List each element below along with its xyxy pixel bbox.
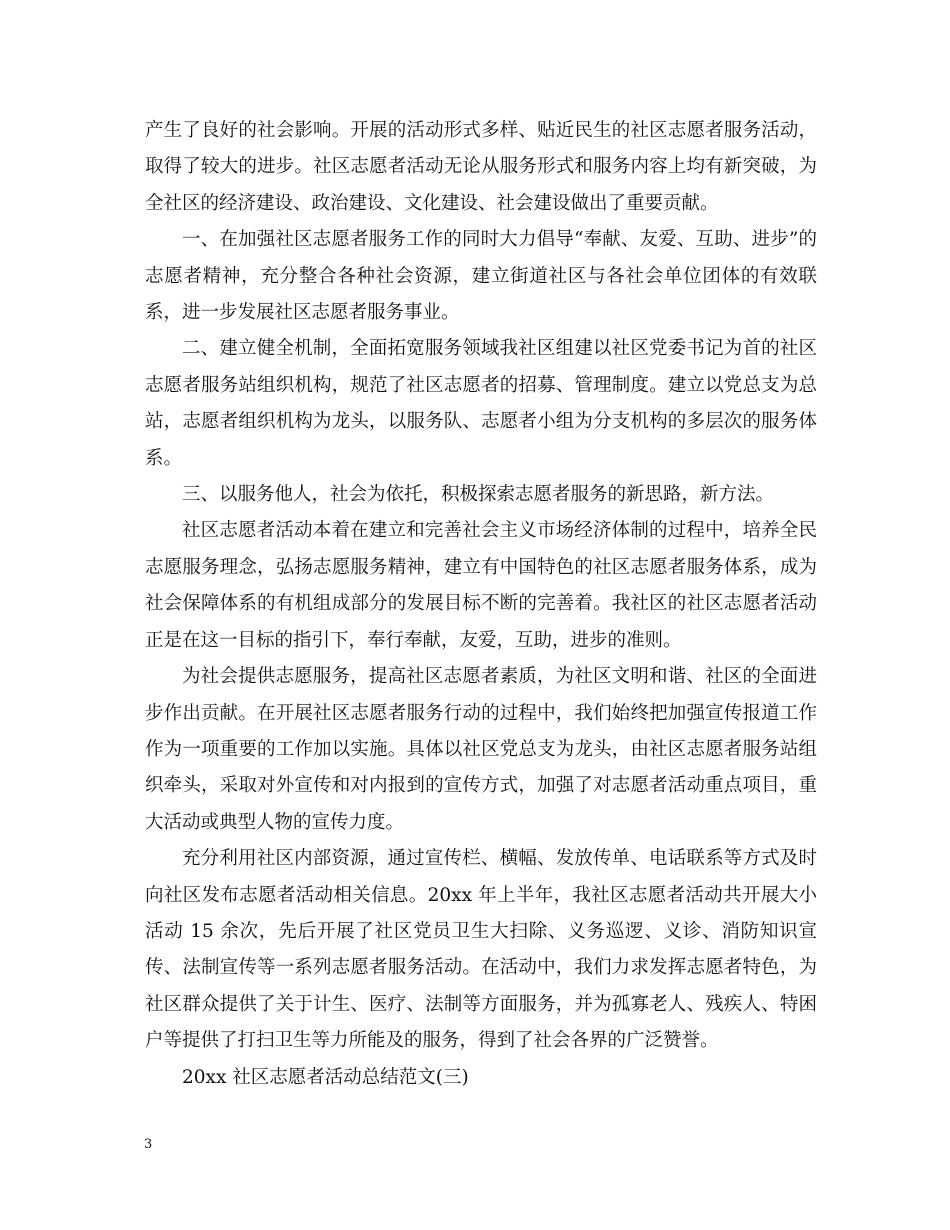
paragraph-resources: 充分利用社区内部资源，通过宣传栏、横幅、发放传单、电话联系等方式及时向社区发布志愿者活动相关信息。20xx 年上半年，我社区志愿者活动共开展大小活动 15 余次，先后开展了社区党员卫生大扫除、义务巡逻、义诊、消防知识宣传、法制宣传等一系列志愿者服务活动。在活动中，我们力求发挥志愿者特色，为社区群众提供了关于计生、医疗、法制等方面服务，并为孤寡老人、残疾人、特困户等提供了打扫卫生等力所能及的服务，得到了社会各界的广泛赞誉。 [145, 848, 817, 1052]
paragraph-continuation: 产生了良好的社会影响。开展的活动形式多样、贴近民生的社区志愿者服务活动，取得了较大的进步。社区志愿者活动无论从服务形式和服务内容上均有新突破，为全社区的经济建设、政治建设、文化建设、社会建设做出了重要贡献。 [145, 120, 817, 214]
paragraph-volunteer-activities: 社区志愿者活动本着在建立和完善社会主义市场经济体制的过程中，培养全民志愿服务理念，弘扬志愿服务精神，建立有中国特色的社区志愿者服务体系，成为社会保障体系的有机组成部分的发展目标不断的完善着。我社区的社区志愿者活动正是在这一目标的指引下，奉行奉献，友爱，互助，进步的准则。 [145, 520, 817, 651]
paragraph-point-three: 三、以服务他人，社会为依托，积极探索志愿者服务的新思路，新方法。 [182, 484, 775, 506]
page-number: 3 [144, 1137, 153, 1152]
paragraph-point-one: 一、在加强社区志愿者服务工作的同时大力倡导“奉献、友爱、互助、进步”的志愿者精神，充分整合各种社会资源，建立街道社区与各社会单位团体的有效联系，进一步发展社区志愿者服务事业。 [145, 229, 817, 324]
paragraph-point-two: 二、建立健全机制，全面拓宽服务领域我社区组建以社区党委书记为首的社区志愿者服务站组织机构，规范了社区志愿者的招募、管理制度。建立以党总支为总站，志愿者组织机构为龙头，以服务队、志愿者小组为分支机构的多层次的服务体系。 [145, 338, 817, 469]
document-body [145, 113, 817, 1096]
paragraph-publicity: 为社会提供志愿服务，提高社区志愿者素质，为社区文明和谐、社区的全面进步作出贡献。在开展社区志愿者服务行动的过程中，我们始终把加强宣传报道工作作为一项重要的工作加以实施。具体以社区党总支为龙头，由社区志愿者服务站组织牵头，采取对外宣传和对内报到的宣传方式，加强了对志愿者活动重点项目，重大活动或典型人物的宣传力度。 [145, 666, 817, 833]
section-heading: 20xx 社区志愿者活动总结范文(三) [182, 1066, 469, 1088]
